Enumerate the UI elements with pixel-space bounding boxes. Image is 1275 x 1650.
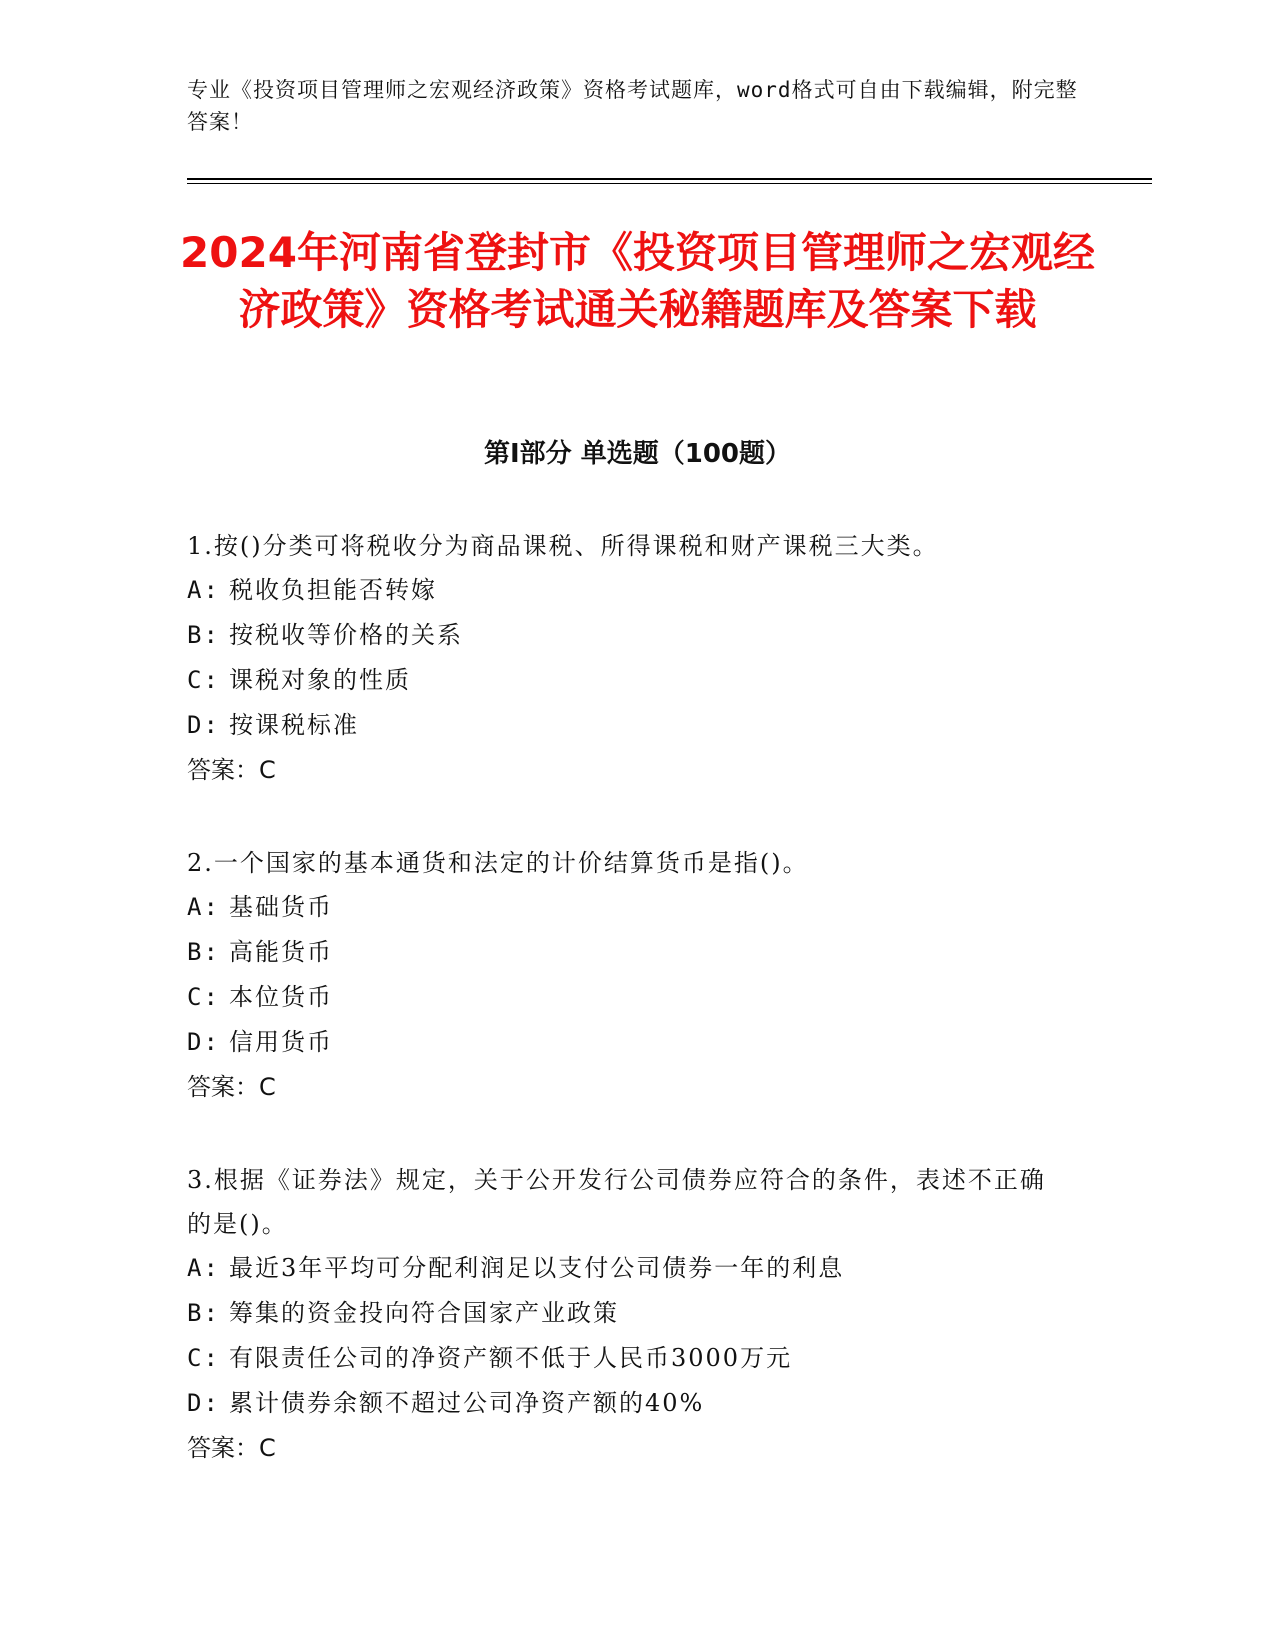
question-stem: 1.按()分类可将税收分为商品课税、所得课税和财产课税三大类。 bbox=[187, 532, 939, 560]
option-a bbox=[187, 568, 1067, 613]
answer-line: 答案：C bbox=[187, 756, 276, 784]
question-stem: 2.一个国家的基本通货和法定的计价结算货币是指()。 bbox=[187, 849, 809, 877]
question-item bbox=[187, 841, 1067, 1110]
document-title: 2024年河南省登封市《投资项目管理师之宏观经济政策》资格考试通关秘籍题库及答案下载 bbox=[180, 228, 1095, 334]
option-b bbox=[187, 613, 1067, 658]
option-text: 累计债券余额不超过公司净资产额的40% bbox=[229, 1389, 705, 1417]
option-letter: C: bbox=[187, 983, 220, 1011]
question-stem: 3.根据《证券法》规定，关于公开发行公司债券应符合的条件，表述不正确的是()。 bbox=[187, 1166, 1046, 1238]
question-item bbox=[187, 524, 1067, 793]
option-text: 基础货币 bbox=[229, 893, 333, 921]
option-d bbox=[187, 703, 1067, 748]
option-b bbox=[187, 930, 1067, 975]
option-d bbox=[187, 1020, 1067, 1065]
option-letter: A: bbox=[187, 576, 220, 604]
option-letter: B: bbox=[187, 938, 220, 966]
option-text: 最近3年平均可分配利润足以支付公司债券一年的利息 bbox=[229, 1254, 845, 1282]
option-text: 税收负担能否转嫁 bbox=[229, 576, 437, 604]
header-note: 专业《投资项目管理师之宏观经济政策》资格考试题库，word格式可自由下载编辑，附完整答案！ bbox=[187, 78, 1078, 134]
option-c bbox=[187, 1336, 1067, 1381]
option-letter: A: bbox=[187, 1254, 220, 1282]
option-letter: D: bbox=[187, 711, 220, 739]
question-list bbox=[187, 524, 1067, 1519]
option-letter: B: bbox=[187, 1299, 220, 1327]
option-letter: B: bbox=[187, 621, 220, 649]
option-d bbox=[187, 1381, 1067, 1426]
option-letter: C: bbox=[187, 1344, 220, 1372]
option-text: 有限责任公司的净资产额不低于人民币3000万元 bbox=[229, 1344, 793, 1372]
option-letter: C: bbox=[187, 666, 220, 694]
option-b bbox=[187, 1291, 1067, 1336]
option-text: 筹集的资金投向符合国家产业政策 bbox=[229, 1299, 619, 1327]
option-text: 课税对象的性质 bbox=[229, 666, 411, 694]
option-text: 信用货币 bbox=[229, 1028, 333, 1056]
header-rule-thick bbox=[187, 178, 1152, 180]
option-text: 高能货币 bbox=[229, 938, 333, 966]
header-rule-thin bbox=[187, 183, 1152, 184]
option-c bbox=[187, 975, 1067, 1020]
option-letter: D: bbox=[187, 1389, 220, 1417]
option-a bbox=[187, 1246, 1067, 1291]
option-c bbox=[187, 658, 1067, 703]
option-letter: D: bbox=[187, 1028, 220, 1056]
option-text: 按课税标准 bbox=[229, 711, 359, 739]
section-heading: 第I部分 单选题（100题） bbox=[484, 439, 791, 469]
question-item bbox=[187, 1158, 1067, 1471]
option-text: 本位货币 bbox=[229, 983, 333, 1011]
option-letter: A: bbox=[187, 893, 220, 921]
answer-line: 答案：C bbox=[187, 1434, 276, 1462]
answer-line: 答案：C bbox=[187, 1073, 276, 1101]
option-a bbox=[187, 885, 1067, 930]
option-text: 按税收等价格的关系 bbox=[229, 621, 463, 649]
